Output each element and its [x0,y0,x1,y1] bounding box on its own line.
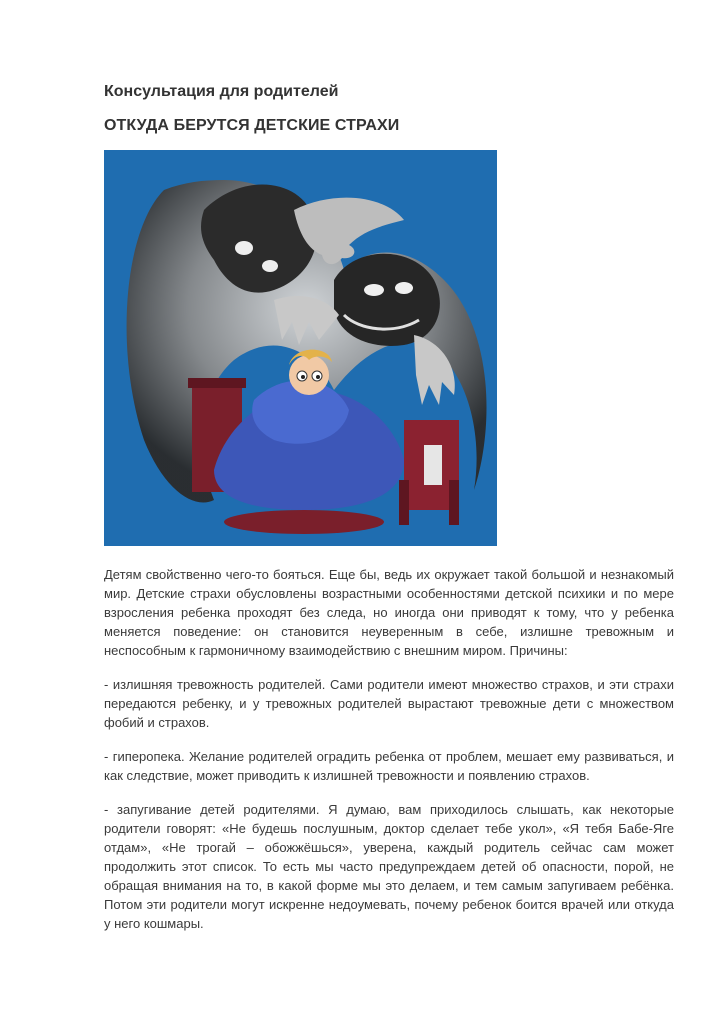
paragraph-intro: Детям свойственно чего-то бояться. Еще бы, ведь их окружает такой большой и незнакомый мир. Детские страхи обусловлены возрастными особенностями детской психики и по мере взросления ребенка проходят без следа, но иногда они приводят к тому, что у ребенка меняется поведение: он становится неуверенным в себе, излишне тревожным и неспособным к гармоничному взаимодействию с внешним миром. Причины: [104,567,674,658]
article-body [104,565,674,948]
paragraph-cause-intimidation: - запугивание детей родителями. Я думаю, вам приходилось слышать, как некоторые родители говорят: «Не будешь послушным, доктор сделает тебе укол», «Я тебя Бабе-Яге отдам», «Не трогай – обожжёшься», уверена, каждый родитель сейчас сам может продолжить этот список. То есть мы часто предупреждаем детей об опасности, порой, не обращая внимания на то, в какой форме мы это делаем, и тем самым запугиваем ребёнка. Потом эти родители могут искренне недоумевать, почему ребенок боится врачей или откуда у него кошмары. [104,802,674,931]
ghosts-and-child-icon [104,150,497,546]
paragraph-cause-anxiety: - излишняя тревожность родителей. Сами родители имеют множество страхов, и эти страхи передаются ребенку, и у тревожных родителей вырастают тревожные дети с множеством фобий и страхов. [104,677,674,730]
document-title: ОТКУДА БЕРУТСЯ ДЕТСКИЕ СТРАХИ [104,117,400,134]
frightened-child-illustration [104,150,497,546]
document-subtitle: Консультация для родителей [104,83,339,100]
paragraph-cause-overprotection: - гиперопека. Желание родителей оградить ребенка от проблем, мешает ему развиваться, и как следствие, может приводить к излишней тревожности и появлению страхов. [104,749,674,783]
